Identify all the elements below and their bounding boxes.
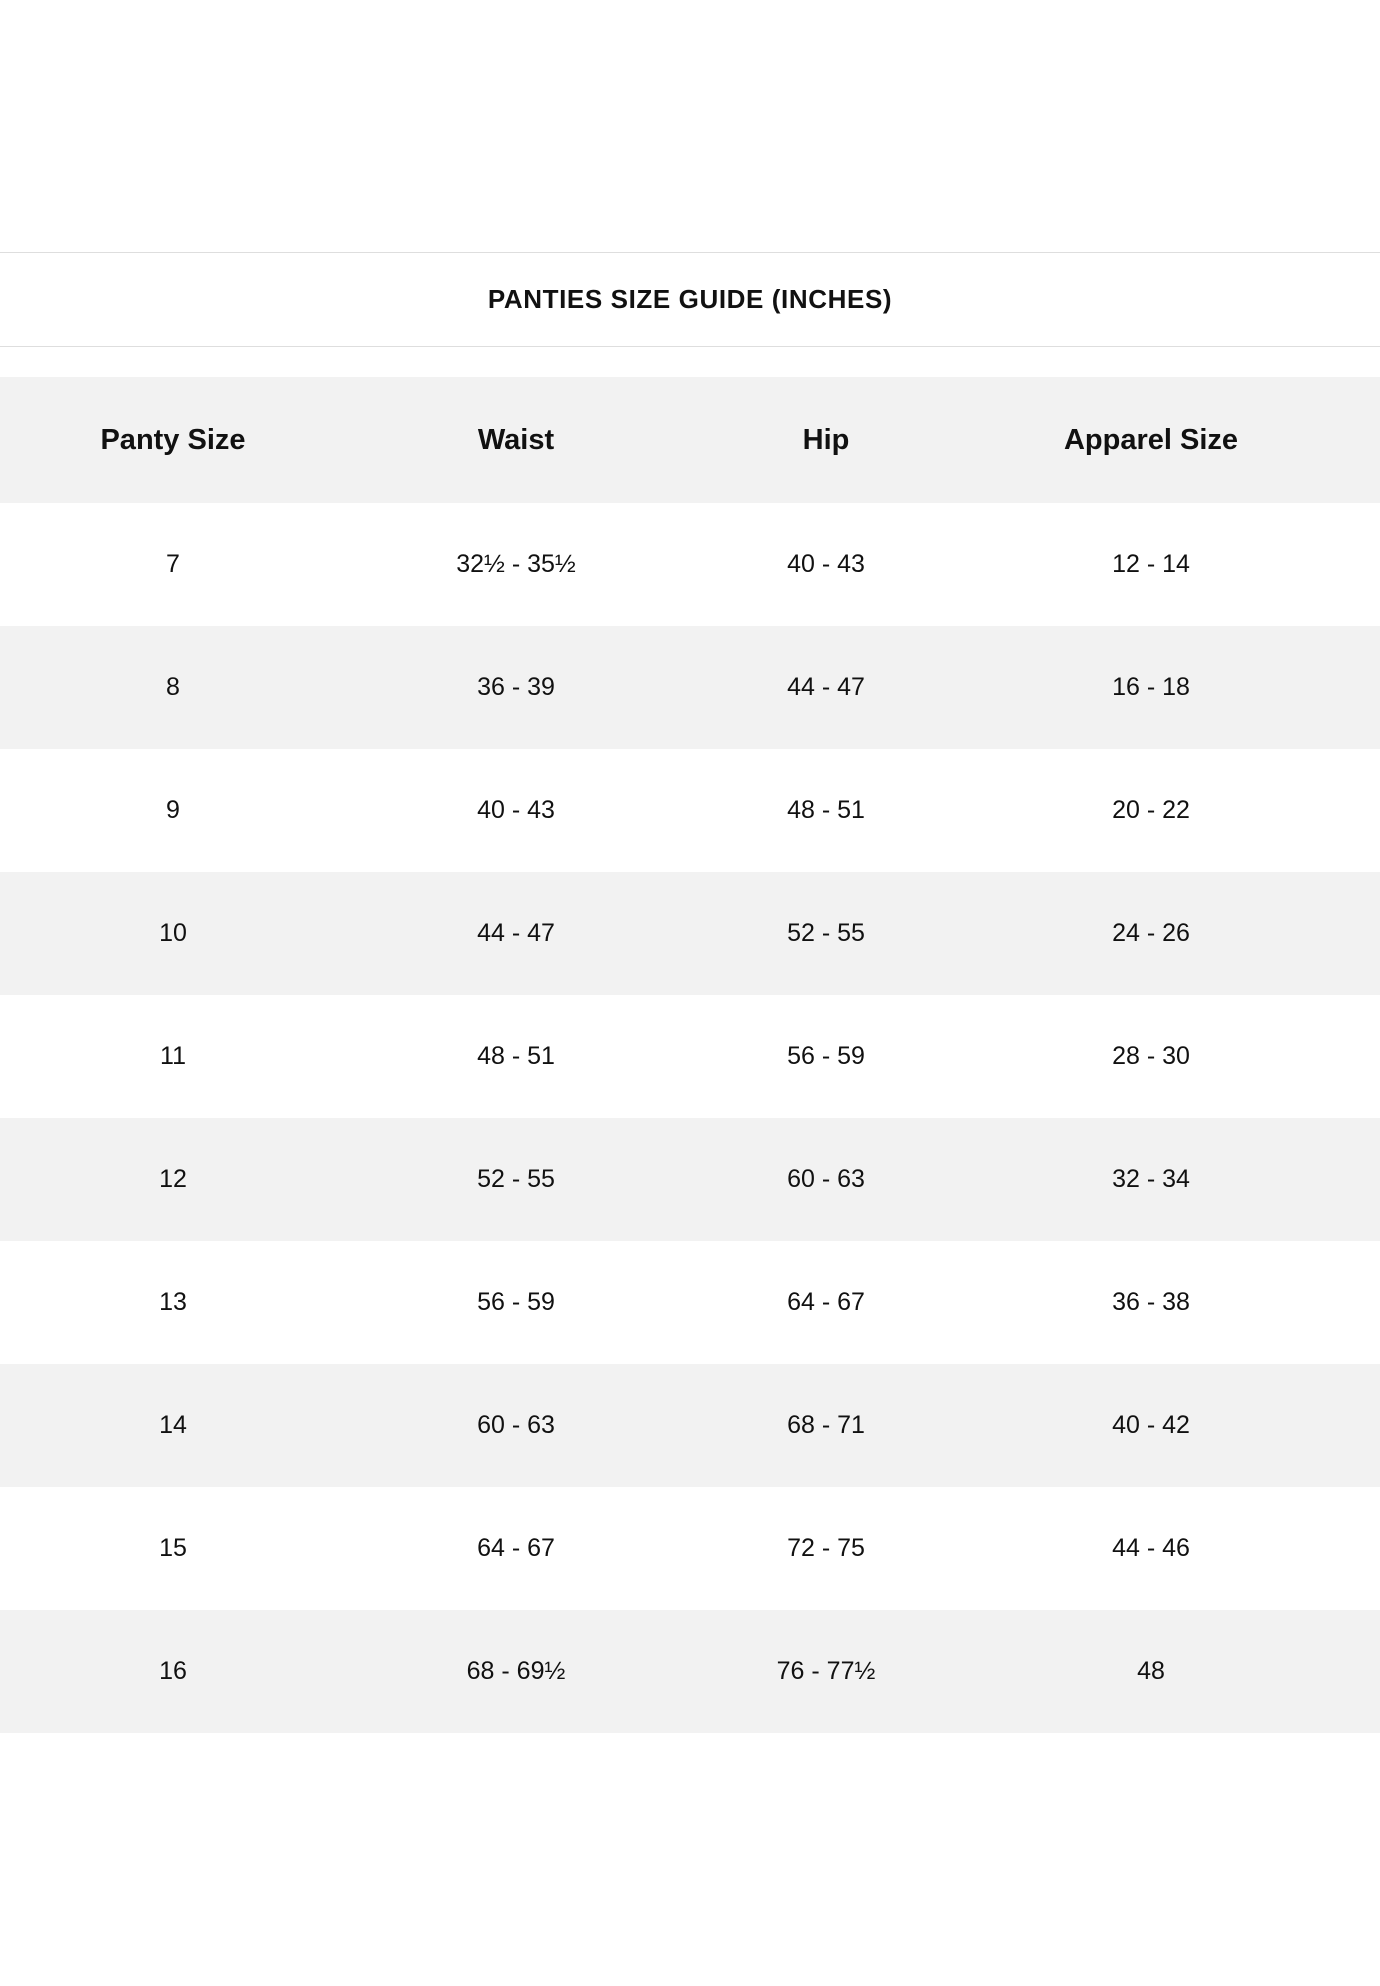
cell-hip: 68 - 71 bbox=[787, 1411, 865, 1439]
cell-waist: 60 - 63 bbox=[477, 1411, 555, 1439]
column-header-apparel-size: Apparel Size bbox=[1063, 423, 1239, 456]
cell-hip: 72 - 75 bbox=[787, 1534, 865, 1562]
cell-panty-size: 12 bbox=[159, 1165, 187, 1193]
table-row bbox=[0, 995, 1380, 1118]
cell-apparel-size: 24 - 26 bbox=[1112, 919, 1190, 947]
cell-hip: 76 - 77½ bbox=[776, 1657, 876, 1685]
size-guide-table bbox=[0, 377, 1380, 1733]
cell-panty-size: 14 bbox=[159, 1411, 187, 1439]
table-row bbox=[0, 1364, 1380, 1487]
cell-apparel-size: 32 - 34 bbox=[1112, 1165, 1190, 1193]
cell-waist: 48 - 51 bbox=[477, 1042, 555, 1070]
cell-panty-size: 8 bbox=[166, 673, 180, 701]
cell-waist: 32½ - 35½ bbox=[456, 550, 576, 578]
cell-hip: 56 - 59 bbox=[787, 1042, 865, 1070]
cell-apparel-size: 12 - 14 bbox=[1112, 550, 1190, 578]
cell-panty-size: 13 bbox=[159, 1288, 187, 1316]
cell-waist: 52 - 55 bbox=[477, 1165, 555, 1193]
cell-hip: 52 - 55 bbox=[787, 919, 865, 947]
top-whitespace bbox=[0, 0, 1380, 252]
cell-panty-size: 10 bbox=[159, 919, 187, 947]
cell-apparel-size: 48 bbox=[1137, 1657, 1165, 1685]
cell-panty-size: 16 bbox=[159, 1657, 187, 1685]
cell-apparel-size: 40 - 42 bbox=[1112, 1411, 1190, 1439]
table-row bbox=[0, 503, 1380, 626]
cell-hip: 48 - 51 bbox=[787, 796, 865, 824]
cell-waist: 68 - 69½ bbox=[466, 1657, 566, 1685]
table-row bbox=[0, 626, 1380, 749]
cell-waist: 36 - 39 bbox=[477, 673, 555, 701]
cell-panty-size: 9 bbox=[166, 796, 180, 824]
table-row bbox=[0, 1487, 1380, 1610]
cell-waist: 64 - 67 bbox=[477, 1534, 555, 1562]
cell-apparel-size: 36 - 38 bbox=[1112, 1288, 1190, 1316]
cell-waist: 56 - 59 bbox=[477, 1288, 555, 1316]
table-row bbox=[0, 1610, 1380, 1733]
table-top-gap bbox=[0, 347, 1380, 377]
table-row bbox=[0, 872, 1380, 995]
table-row bbox=[0, 1241, 1380, 1364]
cell-hip: 60 - 63 bbox=[787, 1165, 865, 1193]
cell-hip: 40 - 43 bbox=[787, 550, 865, 578]
cell-apparel-size: 28 - 30 bbox=[1112, 1042, 1190, 1070]
cell-apparel-size: 44 - 46 bbox=[1112, 1534, 1190, 1562]
cell-waist: 44 - 47 bbox=[477, 919, 555, 947]
cell-apparel-size: 20 - 22 bbox=[1112, 796, 1190, 824]
title-band bbox=[0, 253, 1380, 346]
cell-hip: 64 - 67 bbox=[787, 1288, 865, 1316]
table-header-row bbox=[0, 377, 1380, 503]
table-body bbox=[0, 503, 1380, 1733]
cell-panty-size: 7 bbox=[166, 550, 180, 578]
column-header-waist: Waist bbox=[477, 423, 555, 456]
column-header-hip: Hip bbox=[802, 423, 850, 456]
table-row bbox=[0, 1118, 1380, 1241]
column-header-panty-size: Panty Size bbox=[100, 423, 246, 456]
cell-hip: 44 - 47 bbox=[787, 673, 865, 701]
cell-panty-size: 11 bbox=[160, 1042, 186, 1070]
table-row bbox=[0, 749, 1380, 872]
cell-panty-size: 15 bbox=[159, 1534, 187, 1562]
cell-waist: 40 - 43 bbox=[477, 796, 555, 824]
cell-apparel-size: 16 - 18 bbox=[1112, 673, 1190, 701]
page-title: PANTIES SIZE GUIDE (INCHES) bbox=[487, 284, 893, 314]
